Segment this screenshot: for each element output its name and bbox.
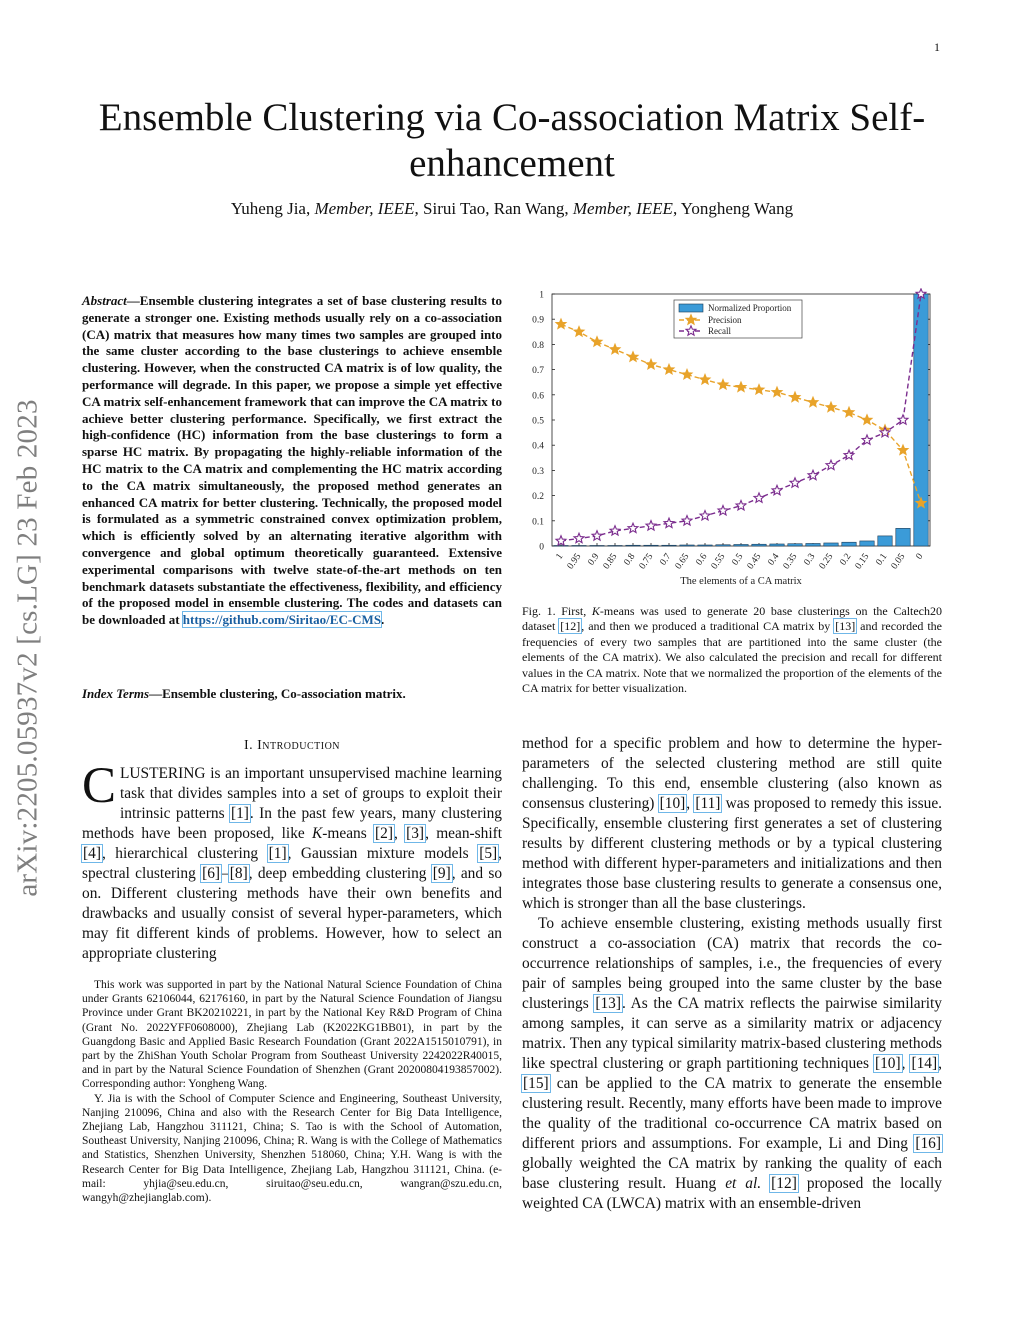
figure-1-caption — [522, 604, 942, 696]
data-point — [610, 344, 620, 353]
x-tick-label: 0.7 — [658, 551, 674, 568]
data-point — [754, 493, 764, 502]
x-tick-label: 0.05 — [889, 551, 908, 572]
citation-link[interactable]: [12] — [560, 619, 581, 634]
page-number: 1 — [934, 40, 940, 54]
x-tick-label: 0.1 — [874, 551, 890, 568]
author-1-membership: Member, IEEE — [314, 199, 415, 218]
data-point — [808, 397, 818, 406]
text: method for a specific problem and how to determine the hyper-parameters of the selected clustering method are still quite challenging. To this end, ensemble clustering (also known as consensus clustering) — [522, 735, 942, 812]
bar — [644, 545, 658, 546]
data-point — [736, 500, 746, 509]
legend-label: Precision — [708, 315, 742, 325]
bar — [752, 544, 766, 546]
data-point — [772, 387, 782, 396]
bar — [896, 528, 910, 546]
figure-1-chart — [522, 288, 942, 593]
citation-link[interactable]: [14] — [911, 1055, 938, 1072]
data-point — [592, 337, 602, 346]
bar — [842, 542, 856, 546]
y-tick-label: 0.7 — [532, 366, 544, 377]
x-tick-label: 0.95 — [565, 551, 584, 572]
data-point — [556, 319, 566, 328]
text: was proposed to remedy this issue. Specifically, ensemble clustering first generates a set of clustering results by different clustering methods or by a typical clustering method with different hyper-parameters and initializations and then integrates those base clustering results to generate a consensus one, which is stronger than all the base clusterings. — [522, 795, 942, 912]
citation-link[interactable]: [15] — [523, 1075, 549, 1092]
author-1: Yuheng Jia, — [230, 199, 315, 218]
legend-label: Recall — [708, 326, 731, 336]
data-point — [628, 523, 638, 532]
section-title: Introduction — [257, 738, 341, 753]
text: , — [686, 795, 695, 812]
authors-middle: , Sirui Tao, Ran Wang, — [414, 199, 573, 218]
citation-link[interactable]: [3] — [406, 825, 425, 842]
text: Fig. 1. First, — [522, 604, 592, 618]
bar — [626, 545, 640, 546]
citation-link[interactable]: [1] — [230, 805, 249, 822]
code-link[interactable]: https://github.com/Siritao/EC-CMS — [182, 612, 382, 628]
math-k: K — [591, 604, 600, 618]
intro-paragraph-left — [82, 758, 503, 964]
text: , mean-shift — [425, 825, 503, 842]
x-axis-label: The elements of a CA matrix — [680, 576, 802, 587]
section-number: I. — [243, 738, 254, 753]
citation-link[interactable]: [12] — [771, 1175, 797, 1192]
dropcap: C — [82, 758, 117, 814]
text: , hierarchical clustering — [101, 845, 268, 862]
citation-link[interactable]: [13] — [595, 995, 621, 1012]
author-4: , Yongheng Wang — [672, 199, 794, 218]
intro-paragraph-right — [522, 734, 942, 1214]
index-terms-text: —Ensemble clustering, Co-association matrix. — [149, 686, 406, 701]
x-tick-label: 1 — [554, 551, 566, 562]
data-point — [826, 460, 836, 469]
bar — [788, 544, 802, 546]
data-point — [556, 536, 566, 545]
bar — [734, 544, 748, 546]
text: , — [393, 825, 406, 842]
data-point — [682, 516, 692, 525]
x-tick-label: 0.3 — [802, 551, 818, 568]
x-tick-label: 0.65 — [673, 551, 692, 572]
bar — [590, 545, 604, 546]
data-point — [754, 385, 764, 394]
y-tick-label: 0.8 — [532, 340, 544, 351]
text — [761, 1175, 770, 1192]
data-point — [574, 327, 584, 336]
citation-link[interactable]: [10] — [874, 1055, 901, 1072]
x-tick-label: 0.75 — [637, 551, 656, 572]
bar — [770, 544, 784, 546]
bar — [608, 545, 622, 546]
data-point — [736, 382, 746, 391]
x-tick-label: 0.4 — [766, 551, 782, 568]
bar — [824, 543, 838, 546]
x-tick-label: 0.2 — [838, 551, 854, 568]
y-tick-label: 0.3 — [532, 466, 544, 477]
bar — [698, 545, 712, 546]
y-tick-label: 0.4 — [532, 441, 544, 452]
math-k: K — [312, 825, 323, 842]
citation-link[interactable]: [5] — [479, 845, 498, 862]
arxiv-stamp-text: arXiv:2205.05937v2 [cs.LG] 23 Feb 2023 — [11, 399, 44, 897]
text: , deep embedding clustering — [248, 865, 432, 882]
data-point — [790, 478, 800, 487]
x-tick-label: 0.85 — [601, 551, 620, 572]
chart-svg — [522, 288, 942, 593]
data-point — [844, 407, 854, 416]
data-point — [646, 521, 656, 530]
index-terms — [82, 686, 502, 703]
legend-swatch-bar — [679, 304, 703, 312]
text: – — [221, 865, 229, 882]
footnotes — [82, 978, 502, 1205]
citation-link[interactable]: [9] — [432, 865, 451, 882]
data-point — [610, 526, 620, 535]
text: , — [938, 1055, 942, 1072]
funding-footnote: This work was supported in part by the National Natural Science Foundation of China under Grants 62106044, 62176160, in part by the Natural Science Foundation of Jiangsu Province under Grant BK20210221, in part by the National Key R&D Program of China (Grant No. 2022YFF0608000), Zhejiang Lab (K2022KG1BB01), in part by the Guangdong Basic and Applied Basic Research Foundation (Grant 2022A1515010791), in part by the ZhiShan Youth Scholar Program from Southeast University 2242022R40015, and in part by the Natural Science Foundation of Shenzhen (Grant 20200804193857002). Corresponding author: Yongheng Wang. — [82, 979, 502, 1091]
x-tick-label: 0.9 — [586, 551, 602, 568]
text: To achieve ensemble clustering, existing methods usually first construct a co-association (CA) matrix that records the co-occurrence relationships of samples, i.e., the frequencies of every pair of samples being grouped into the same cluster by the base clusterings — [522, 915, 942, 1012]
bar — [806, 543, 820, 546]
x-tick-label: 0.15 — [853, 551, 872, 572]
bar — [716, 545, 730, 546]
citation-link[interactable]: [4] — [83, 845, 101, 862]
author-list — [60, 199, 964, 219]
y-tick-label: 0.2 — [532, 492, 544, 503]
paper-title: Ensemble Clustering via Co-association Matrix Self-enhancement — [98, 96, 926, 185]
y-tick-label: 0.9 — [532, 315, 544, 326]
abstract-text: —Ensemble clustering integrates a set of base clustering results to generate a stronger one. Existing methods usually rely on a co-association (CA) matrix that measures how many times two samples are grouped into the same cluster according to the base clusterings to achieve ensemble clustering. However, when the constructed CA matrix is of low quality, the performance will degrade. In this paper, we propose a simple yet effective CA matrix self-enhancement framework that can improve the CA matrix to achieve better clustering performance. Specifically, we first extract the high-confidence (HC) information from the base clusterings to form a sparse HC matrix. By propagating the highly-reliable information of the HC matrix to the CA matrix and complementing the HC matrix according to the CA matrix simultaneously, the proposed method generates an enhanced CA matrix for better clustering. Technically, the proposed model is formulated as a symmetric constrained convex optimization problem, which is efficiently solved by an alternating iterative algorithm with convergence and global optimum theoretically guaranteed. Extensive experimental comparisons with twelve state-of-the-art methods on ten benchmark datasets substantiate the effectiveness, flexibility, and efficiency of the proposed model in ensemble clustering. The codes and datasets can be downloaded at — [82, 293, 502, 628]
data-point — [772, 485, 782, 494]
data-point — [628, 352, 638, 361]
x-tick-label: 0.25 — [817, 551, 836, 572]
abstract — [82, 293, 502, 629]
data-point — [826, 402, 836, 411]
x-tick-label: 0 — [914, 551, 926, 562]
x-tick-label: 0.45 — [745, 551, 764, 572]
citation-link[interactable]: [13] — [835, 619, 856, 634]
bar — [860, 541, 874, 546]
x-tick-label: 0.8 — [622, 551, 638, 568]
bar — [572, 545, 586, 546]
abstract-end: . — [381, 612, 385, 628]
data-point — [718, 380, 728, 389]
citation-link[interactable]: [1] — [268, 845, 287, 862]
index-terms-label: Index Terms — [82, 686, 150, 701]
citation-link[interactable]: [16] — [915, 1135, 941, 1152]
data-point — [718, 506, 728, 515]
data-point — [700, 374, 710, 383]
text: LUSTERING is an important unsupervised machine learning task that divides samples into a set of groups to exploit their intrinsic patterns — [120, 765, 502, 822]
text: . As the CA matrix reflects the pairwise similarity among samples, it can serve as a similarity matrix or adjacency matrix. Then any typical similarity matrix-based clustering methods like spectral clustering or graph partitioning techniques — [522, 995, 942, 1072]
section-heading-introduction — [82, 738, 502, 754]
data-point — [700, 511, 710, 520]
data-point — [790, 392, 800, 401]
y-tick-label: 1 — [539, 290, 544, 301]
bar — [878, 536, 892, 546]
bar — [662, 545, 676, 546]
text: , and so on. Different clustering methods have their own benefits and drawbacks and usually consist of several hyper-parameters, which may fit different kinds of problems. However, how to select an appropriate clustering — [82, 865, 503, 962]
data-point — [682, 369, 692, 378]
affiliation-footnote: Y. Jia is with the School of Computer Science and Engineering, Southeast University, Nanjing 210096, China and also with the Research Center for Big Data Intelligence, Zhejiang Lab, Hangzhou 311121, China; S. Tao is with the School of Automation, Southeast University, Nanjing 210096, China; R. Wang is with the College of Mathematics and Statistics, Shenzhen University, Shenzhen 518060, China; Y.H. Wang is with the Research Center for Big Data Intelligence, Zhejiang Lab, Hangzhou 311121, China. (e-mail: yhjia@seu.edu.cn, siruitao@seu.edu.cn, wangran@szu.edu.cn, wangyh@zhejianglab.com). — [82, 1092, 502, 1205]
abstract-label: Abstract — [82, 293, 127, 308]
text: , — [901, 1055, 911, 1072]
data-point — [862, 415, 872, 424]
data-point — [808, 470, 818, 479]
x-tick-label: 0.5 — [730, 551, 746, 568]
text: , Gaussian mixture models — [287, 845, 479, 862]
text: . In the past few years, many clustering methods have been proposed, like — [82, 805, 502, 842]
text: -means was used to generate 20 base clusterings on the Caltech20 dataset — [522, 604, 943, 634]
data-point — [664, 518, 674, 527]
x-tick-label: 0.35 — [781, 551, 800, 572]
citation-link[interactable]: [10] — [659, 795, 686, 812]
bar — [554, 545, 568, 546]
paragraph — [522, 734, 942, 914]
citation-link[interactable]: [8] — [229, 865, 248, 882]
citation-link[interactable]: [11] — [695, 795, 721, 812]
y-tick-label: 0.5 — [532, 416, 544, 427]
bar — [680, 545, 694, 546]
x-tick-label: 0.6 — [694, 551, 710, 568]
text: and recorded the frequencies of every two samples that are partitioned into the same cluster (the elements of the CA matrix). We also calculated the precision and recall for different values in the CA matrix. Note that we normalized the proportion of the elements of the CA matrix for better visualization. — [522, 619, 942, 696]
citation-link[interactable]: [2] — [375, 825, 393, 842]
citation-link[interactable]: [6] — [202, 865, 221, 882]
text-etal: et al. — [725, 1175, 762, 1192]
x-tick-label: 0.55 — [709, 551, 728, 572]
data-point — [646, 359, 656, 368]
data-point — [574, 533, 584, 542]
text: globally weighted the CA matrix by ranking the quality of each base clustering result. Huang — [522, 1155, 942, 1192]
text: , spectral clustering — [82, 845, 502, 882]
text: , and then we produced a traditional CA matrix by — [581, 619, 835, 634]
y-tick-label: 0.6 — [532, 391, 544, 402]
author-3-membership: Member, IEEE — [572, 199, 673, 218]
text: proposed the locally weighted CA (LWCA) matrix with an ensemble-driven — [522, 1175, 942, 1212]
legend-label: Normalized Proportion — [708, 303, 792, 313]
y-tick-label: 0.1 — [532, 517, 544, 528]
paragraph — [522, 914, 942, 1214]
y-tick-label: 0 — [539, 542, 544, 553]
data-point — [592, 531, 602, 540]
data-point — [664, 364, 674, 373]
text: can be applied to the CA matrix to generate the ensemble clustering result. Recently, many efforts have been made to improve the quality of the traditional co-occurrence CA matrix based on different priors and assumptions. For example, Li and Ding — [522, 1075, 942, 1152]
text: -means — [322, 825, 375, 842]
